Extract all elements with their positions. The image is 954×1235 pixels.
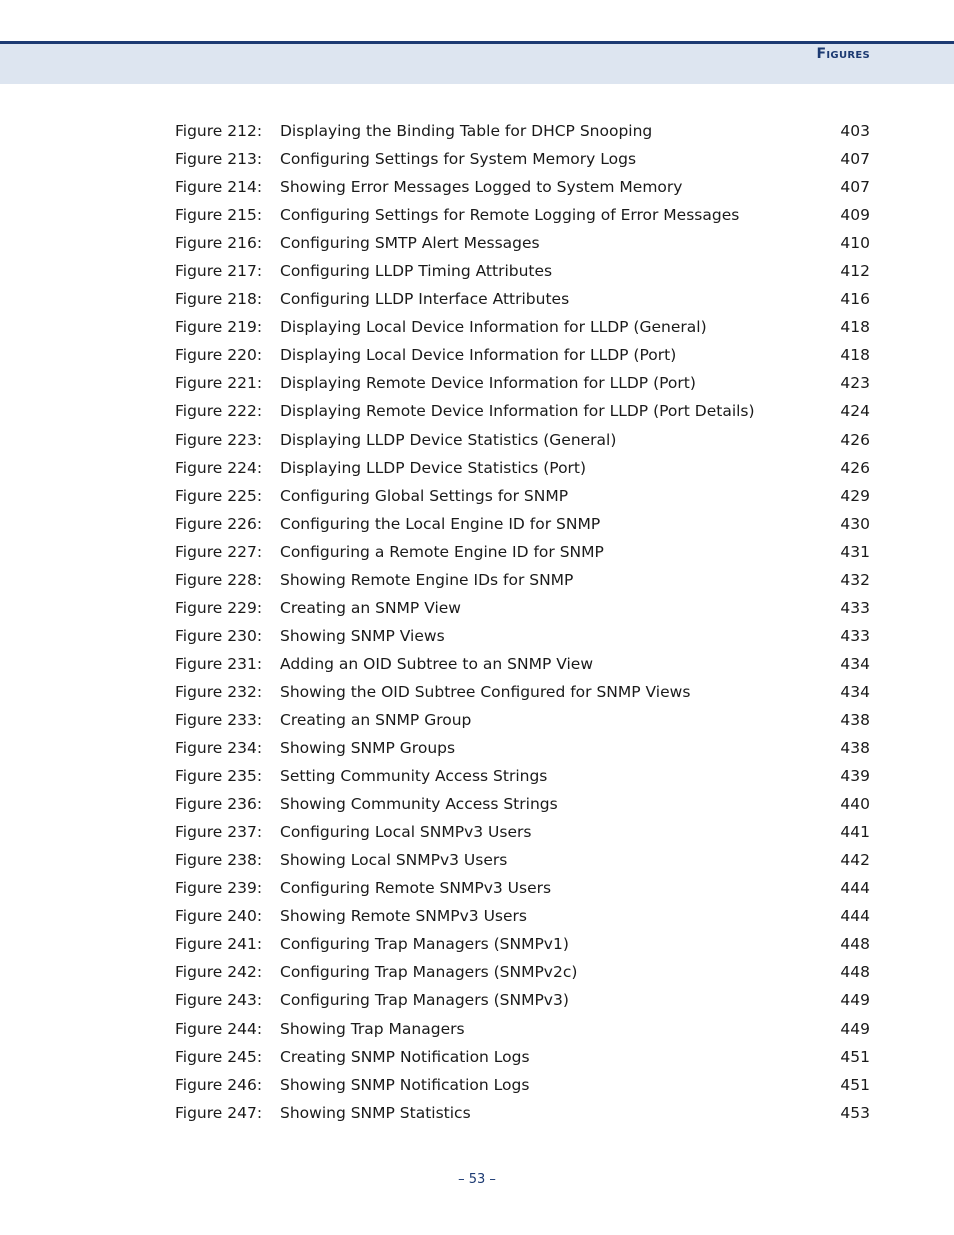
figure-title[interactable]: Configuring Local SNMPv3 Users	[280, 823, 532, 842]
toc-entry[interactable]	[175, 369, 870, 397]
figure-page-number[interactable]: 418	[840, 346, 870, 365]
figure-label: Figure 215:	[175, 206, 263, 225]
figure-page-number[interactable]: 431	[840, 542, 870, 561]
section-title: Figures	[816, 46, 870, 62]
figure-title[interactable]: Configuring the Local Engine ID for SNMP	[280, 514, 601, 533]
figure-page-number[interactable]: 449	[840, 991, 870, 1010]
figure-page-number[interactable]: 433	[840, 598, 870, 617]
figure-page-number[interactable]: 451	[840, 1075, 870, 1094]
figure-label: Figure 231:	[175, 654, 263, 673]
figure-label: Figure 237:	[175, 823, 263, 842]
figure-label: Figure 219:	[175, 318, 263, 337]
figure-title[interactable]: Displaying the Binding Table for DHCP Snooping	[280, 122, 653, 140]
toc-entry[interactable]	[175, 538, 870, 566]
figure-label: Figure 218:	[175, 290, 263, 309]
toc-entry[interactable]	[175, 818, 870, 846]
toc-entry[interactable]	[175, 986, 870, 1014]
toc-entry[interactable]	[175, 930, 870, 958]
toc-entry[interactable]	[175, 229, 870, 257]
figure-page-number[interactable]: 432	[840, 570, 870, 589]
figure-label: Figure 239:	[175, 879, 263, 898]
toc-entry[interactable]	[175, 397, 870, 425]
figure-page-number[interactable]: 430	[840, 514, 870, 533]
figure-title[interactable]: Configuring Settings for System Memory Logs	[280, 150, 637, 169]
figure-page-number[interactable]: 453	[840, 1103, 870, 1122]
figure-page-number[interactable]: 424	[840, 402, 870, 421]
figure-title[interactable]: Configuring Trap Managers (SNMPv3)	[280, 991, 569, 1010]
figure-title[interactable]: Showing SNMP Views	[280, 626, 445, 645]
figure-label: Figure 216:	[175, 234, 263, 253]
figure-title[interactable]: Creating an SNMP Group	[280, 710, 472, 729]
figure-page-number[interactable]: 434	[840, 682, 870, 701]
figure-title[interactable]: Displaying Remote Device Information for LLDP (Port)	[280, 374, 696, 393]
toc-entry[interactable]	[175, 1015, 870, 1043]
toc-entry[interactable]	[175, 426, 870, 454]
figure-page-number[interactable]: 438	[840, 739, 870, 758]
figure-label: Figure 223:	[175, 430, 263, 449]
figure-page-number[interactable]: 412	[840, 262, 870, 281]
figure-label: Figure 217:	[175, 262, 263, 281]
figure-label: Figure 229:	[175, 598, 263, 617]
figure-label: Figure 245:	[175, 1047, 263, 1066]
figure-page-number[interactable]: 416	[840, 290, 870, 309]
toc-entry[interactable]	[175, 622, 870, 650]
toc-entry[interactable]	[175, 1043, 870, 1071]
figure-page-number[interactable]: 426	[840, 430, 870, 449]
figure-label: Figure 240:	[175, 907, 263, 926]
figure-title[interactable]: Configuring LLDP Interface Attributes	[280, 290, 570, 309]
figure-page-number[interactable]: 410	[840, 234, 870, 253]
figure-title[interactable]: Creating SNMP Notification Logs	[280, 1047, 530, 1066]
toc-entry[interactable]	[175, 341, 870, 369]
header-band	[0, 41, 954, 84]
figure-page-number[interactable]: 418	[840, 318, 870, 337]
page-number: – 53 –	[458, 1172, 496, 1187]
figure-page-number[interactable]: 451	[840, 1047, 870, 1066]
toc-entry[interactable]	[175, 594, 870, 622]
figure-title[interactable]: Setting Community Access Strings	[280, 767, 548, 786]
figure-title[interactable]: Showing Error Messages Logged to System Memory	[280, 178, 683, 197]
toc-entry[interactable]	[175, 902, 870, 930]
toc-entry[interactable]	[175, 1071, 870, 1099]
figure-title[interactable]: Configuring SMTP Alert Messages	[280, 234, 540, 253]
figure-title[interactable]: Configuring Global Settings for SNMP	[280, 486, 569, 505]
figure-label: Figure 246:	[175, 1075, 263, 1094]
figure-label: Figure 232:	[175, 682, 263, 701]
figure-title[interactable]: Displaying Local Device Information for LLDP (Port)	[280, 346, 677, 365]
toc-entry[interactable]	[175, 510, 870, 538]
toc-entry[interactable]	[175, 650, 870, 678]
figure-page-number[interactable]: 403	[840, 122, 870, 140]
toc-entry[interactable]	[175, 454, 870, 482]
figure-label: Figure 247:	[175, 1103, 263, 1122]
figure-title[interactable]: Configuring Trap Managers (SNMPv2c)	[280, 963, 578, 982]
figure-label: Figure 214:	[175, 178, 263, 197]
figure-page-number[interactable]: 441	[840, 823, 870, 842]
figure-page-number[interactable]: 448	[840, 963, 870, 982]
figure-label: Figure 244:	[175, 1019, 263, 1038]
figure-page-number[interactable]: 429	[840, 486, 870, 505]
figure-title[interactable]: Showing Trap Managers	[280, 1019, 465, 1038]
figure-title[interactable]: Showing Remote Engine IDs for SNMP	[280, 570, 574, 589]
figure-label: Figure 226:	[175, 514, 263, 533]
figure-page-number[interactable]: 440	[840, 795, 870, 814]
figure-title[interactable]: Showing Remote SNMPv3 Users	[280, 907, 527, 926]
figure-label: Figure 238:	[175, 851, 263, 870]
toc-entry[interactable]	[175, 846, 870, 874]
figure-page-number[interactable]: 449	[840, 1019, 870, 1038]
toc-entry[interactable]	[175, 566, 870, 594]
toc-entry[interactable]	[175, 313, 870, 341]
figure-title[interactable]: Showing Local SNMPv3 Users	[280, 851, 508, 870]
figure-label: Figure 236:	[175, 795, 263, 814]
figure-page-number[interactable]: 444	[840, 879, 870, 898]
figure-label: Figure 225:	[175, 486, 263, 505]
toc-entry[interactable]	[175, 706, 870, 734]
figure-label: Figure 242:	[175, 963, 263, 982]
figure-page-number[interactable]: 442	[840, 851, 870, 870]
figure-title[interactable]: Configuring LLDP Timing Attributes	[280, 262, 553, 281]
figure-label: Figure 220:	[175, 346, 263, 365]
figure-label: Figure 233:	[175, 710, 263, 729]
figure-title[interactable]: Displaying Remote Device Information for LLDP (Port Details)	[280, 402, 755, 421]
figure-label: Figure 213:	[175, 150, 263, 169]
figure-label: Figure 243:	[175, 991, 263, 1010]
figure-page-number[interactable]: 434	[840, 654, 870, 673]
toc-entry[interactable]	[175, 173, 870, 201]
figure-title[interactable]: Displaying LLDP Device Statistics (General)	[280, 430, 617, 449]
figure-page-number[interactable]: 439	[840, 767, 870, 786]
toc-entry[interactable]	[175, 257, 870, 285]
figure-page-number[interactable]: 438	[840, 710, 870, 729]
figure-label: Figure 224:	[175, 458, 263, 477]
figure-label: Figure 234:	[175, 739, 263, 758]
toc-entry[interactable]	[175, 145, 870, 173]
figure-label: Figure 235:	[175, 767, 263, 786]
figure-title[interactable]: Showing SNMP Notification Logs	[280, 1075, 530, 1094]
figure-page-number[interactable]: 423	[840, 374, 870, 393]
figure-label: Figure 221:	[175, 374, 263, 393]
list-of-figures	[175, 117, 870, 1127]
figure-label: Figure 227:	[175, 542, 263, 561]
toc-entry[interactable]	[175, 762, 870, 790]
figure-page-number[interactable]: 407	[840, 178, 870, 197]
figure-page-number[interactable]: 407	[840, 150, 870, 169]
toc-entry[interactable]	[175, 117, 870, 145]
figure-title[interactable]: Adding an OID Subtree to an SNMP View	[280, 654, 593, 673]
toc-entry[interactable]	[175, 482, 870, 510]
figure-label: Figure 222:	[175, 402, 263, 421]
toc-entry[interactable]	[175, 1099, 870, 1127]
figure-page-number[interactable]: 433	[840, 626, 870, 645]
figure-title[interactable]: Showing SNMP Statistics	[280, 1103, 471, 1122]
figure-title[interactable]: Creating an SNMP View	[280, 598, 461, 617]
figure-title[interactable]: Configuring Trap Managers (SNMPv1)	[280, 935, 569, 954]
figure-title[interactable]: Configuring a Remote Engine ID for SNMP	[280, 542, 604, 561]
toc-entry[interactable]	[175, 201, 870, 229]
toc-entry[interactable]	[175, 790, 870, 818]
figure-label: Figure 228:	[175, 570, 263, 589]
figure-page-number[interactable]: 448	[840, 935, 870, 954]
figure-label: Figure 230:	[175, 626, 263, 645]
toc-entry[interactable]	[175, 734, 870, 762]
figure-label: Figure 241:	[175, 935, 263, 954]
toc-entry[interactable]	[175, 958, 870, 986]
figure-title[interactable]: Configuring Settings for Remote Logging of Error Messages	[280, 206, 740, 225]
figure-title[interactable]: Showing SNMP Groups	[280, 739, 456, 758]
figure-page-number[interactable]: 409	[840, 206, 870, 225]
figure-label: Figure 212:	[175, 122, 263, 140]
toc-entry[interactable]	[175, 874, 870, 902]
figure-title[interactable]: Showing Community Access Strings	[280, 795, 558, 814]
toc-entry[interactable]	[175, 678, 870, 706]
figure-title[interactable]: Displaying Local Device Information for LLDP (General)	[280, 318, 707, 337]
figure-title[interactable]: Showing the OID Subtree Configured for SNMP Views	[280, 682, 691, 701]
figure-title[interactable]: Configuring Remote SNMPv3 Users	[280, 879, 552, 898]
toc-entry[interactable]	[175, 285, 870, 313]
figure-page-number[interactable]: 444	[840, 907, 870, 926]
figure-title[interactable]: Displaying LLDP Device Statistics (Port)	[280, 458, 587, 477]
figure-page-number[interactable]: 426	[840, 458, 870, 477]
